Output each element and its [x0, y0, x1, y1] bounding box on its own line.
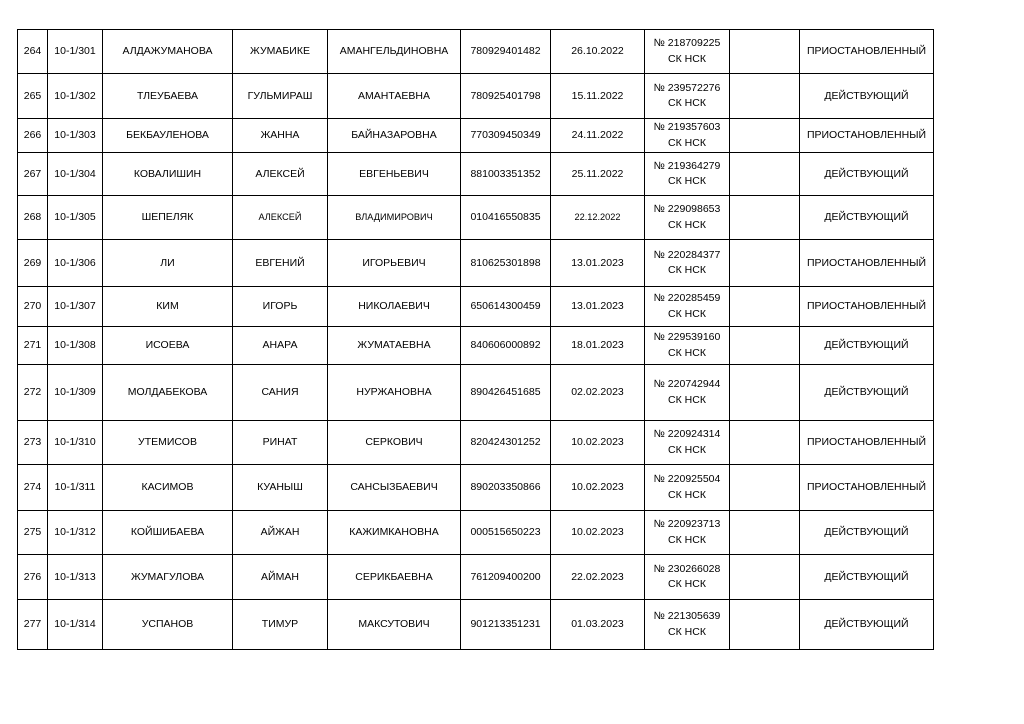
row-number-cell: 277 — [18, 600, 48, 650]
certificate-number: № 219364279 — [653, 159, 721, 172]
first-name-cell: КУАНЫШ — [233, 465, 328, 511]
certificate-cell — [645, 119, 730, 153]
table-row — [18, 600, 934, 650]
certificate-issuer: СК НСК — [668, 52, 706, 65]
empty-cell — [730, 287, 800, 327]
certificate-number: № 220924314 — [653, 428, 721, 441]
certificate-issuer: СК НСК — [668, 307, 706, 320]
certificate-number: № 229098653 — [653, 203, 721, 216]
first-name-cell: АЙМАН — [233, 555, 328, 600]
certificate-issuer: СК НСК — [668, 578, 706, 590]
patronymic-cell: БАЙНАЗАРОВНА — [328, 119, 461, 153]
iin-cell: 000515650223 — [461, 511, 551, 555]
empty-cell — [730, 153, 800, 196]
certificate-issuer: СК НСК — [668, 625, 706, 638]
date-cell: 10.02.2023 — [551, 421, 645, 465]
registration-number-cell: 10-1/307 — [48, 287, 103, 327]
patronymic-cell: АМАНГЕЛЬДИНОВНА — [328, 30, 461, 74]
status-cell: ПРИОСТАНОВЛЕННЫЙ — [800, 465, 934, 511]
registration-number-cell: 10-1/311 — [48, 465, 103, 511]
table-row — [18, 287, 934, 327]
table-row — [18, 555, 934, 600]
table-row — [18, 240, 934, 287]
date-cell: 13.01.2023 — [551, 287, 645, 327]
date-cell: 25.11.2022 — [551, 153, 645, 196]
empty-cell — [730, 421, 800, 465]
table-row — [18, 153, 934, 196]
iin-cell: 890203350866 — [461, 465, 551, 511]
certificate-cell — [645, 327, 730, 365]
status-cell: ПРИОСТАНОВЛЕННЫЙ — [800, 119, 934, 153]
table-row — [18, 119, 934, 153]
last-name-cell: МОЛДАБЕКОВА — [103, 365, 233, 421]
first-name-cell: ЕВГЕНИЙ — [233, 240, 328, 287]
certificate-cell — [645, 153, 730, 196]
iin-cell: 780925401798 — [461, 74, 551, 119]
iin-cell: 650614300459 — [461, 287, 551, 327]
certificate-cell — [645, 511, 730, 555]
certificate-cell — [645, 30, 730, 74]
certificate-number: № 221305639 — [653, 610, 721, 623]
empty-cell — [730, 196, 800, 240]
certificate-number: № 220925504 — [653, 473, 721, 486]
patronymic-cell: НИКОЛАЕВИЧ — [328, 287, 461, 327]
row-number-cell: 276 — [18, 555, 48, 600]
certificate-cell — [645, 196, 730, 240]
registration-number-cell: 10-1/313 — [48, 555, 103, 600]
table-row — [18, 30, 934, 74]
table-row — [18, 196, 934, 240]
empty-cell — [730, 30, 800, 74]
table-row — [18, 327, 934, 365]
certificate-issuer: СК НСК — [668, 488, 706, 501]
first-name-cell: ИГОРЬ — [233, 287, 328, 327]
empty-cell — [730, 365, 800, 421]
first-name-cell: ГУЛЬМИРАШ — [233, 74, 328, 119]
table-row — [18, 465, 934, 511]
empty-cell — [730, 511, 800, 555]
certificate-cell — [645, 287, 730, 327]
certificate-issuer: СК НСК — [668, 264, 706, 276]
first-name-cell: ЖАННА — [233, 119, 328, 153]
registration-number-cell: 10-1/306 — [48, 240, 103, 287]
row-number-cell: 269 — [18, 240, 48, 287]
certificate-number: № 239572276 — [653, 81, 721, 94]
empty-cell — [730, 327, 800, 365]
registration-number-cell: 10-1/302 — [48, 74, 103, 119]
status-cell: ПРИОСТАНОВЛЕННЫЙ — [800, 30, 934, 74]
status-cell: ДЕЙСТВУЮЩИЙ — [800, 555, 934, 600]
certificate-cell — [645, 365, 730, 421]
iin-cell: 820424301252 — [461, 421, 551, 465]
patronymic-cell: СЕРКОВИЧ — [328, 421, 461, 465]
iin-cell: 010416550835 — [461, 196, 551, 240]
empty-cell — [730, 600, 800, 650]
last-name-cell: КИМ — [103, 287, 233, 327]
last-name-cell: ШЕПЕЛЯК — [103, 196, 233, 240]
patronymic-cell: АМАНТАЕВНА — [328, 74, 461, 119]
certificate-cell — [645, 240, 730, 287]
status-cell: ДЕЙСТВУЮЩИЙ — [800, 365, 934, 421]
first-name-cell: ЖУМАБИКЕ — [233, 30, 328, 74]
date-cell: 24.11.2022 — [551, 119, 645, 153]
date-cell: 15.11.2022 — [551, 74, 645, 119]
registration-number-cell: 10-1/301 — [48, 30, 103, 74]
row-number-cell: 265 — [18, 74, 48, 119]
certificate-number: № 220923713 — [653, 518, 721, 531]
date-cell: 18.01.2023 — [551, 327, 645, 365]
certificate-issuer: СК НСК — [668, 97, 706, 109]
certificate-number: № 230266028 — [653, 562, 721, 575]
row-number-cell: 270 — [18, 287, 48, 327]
last-name-cell: КАСИМОВ — [103, 465, 233, 511]
last-name-cell: УТЕМИСОВ — [103, 421, 233, 465]
registration-number-cell: 10-1/305 — [48, 196, 103, 240]
registration-number-cell: 10-1/303 — [48, 119, 103, 153]
table-row — [18, 421, 934, 465]
status-cell: ПРИОСТАНОВЛЕННЫЙ — [800, 240, 934, 287]
first-name-cell: САНИЯ — [233, 365, 328, 421]
patronymic-cell: КАЖИМКАНОВНА — [328, 511, 461, 555]
registration-number-cell: 10-1/308 — [48, 327, 103, 365]
iin-cell: 881003351352 — [461, 153, 551, 196]
row-number-cell: 271 — [18, 327, 48, 365]
patronymic-cell: САНСЫЗБАЕВИЧ — [328, 465, 461, 511]
first-name-cell: РИНАТ — [233, 421, 328, 465]
certificate-number: № 220742944 — [653, 378, 721, 391]
registration-number-cell: 10-1/312 — [48, 511, 103, 555]
iin-cell: 890426451685 — [461, 365, 551, 421]
certificate-number: № 220284377 — [653, 248, 721, 261]
date-cell: 26.10.2022 — [551, 30, 645, 74]
registration-number-cell: 10-1/310 — [48, 421, 103, 465]
last-name-cell: БЕКБАУЛЕНОВА — [103, 119, 233, 153]
status-cell: ДЕЙСТВУЮЩИЙ — [800, 327, 934, 365]
first-name-cell: ТИМУР — [233, 600, 328, 650]
date-cell: 02.02.2023 — [551, 365, 645, 421]
empty-cell — [730, 465, 800, 511]
status-cell: ДЕЙСТВУЮЩИЙ — [800, 196, 934, 240]
certificate-issuer: СК НСК — [668, 175, 706, 187]
iin-cell: 810625301898 — [461, 240, 551, 287]
patronymic-cell: МАКСУТОВИЧ — [328, 600, 461, 650]
certificate-issuer: СК НСК — [668, 443, 706, 456]
certificate-cell — [645, 465, 730, 511]
patronymic-cell: ИГОРЬЕВИЧ — [328, 240, 461, 287]
certificate-number: № 220285459 — [653, 292, 721, 305]
first-name-cell: АЛЕКСЕЙ — [233, 196, 328, 240]
certificate-cell — [645, 421, 730, 465]
certificate-number: № 218709225 — [653, 37, 721, 50]
patronymic-cell: ВЛАДИМИРОВИЧ — [328, 196, 461, 240]
table-body — [18, 30, 934, 650]
row-number-cell: 273 — [18, 421, 48, 465]
date-cell: 22.12.2022 — [551, 196, 645, 240]
registration-number-cell: 10-1/314 — [48, 600, 103, 650]
last-name-cell: УСПАНОВ — [103, 600, 233, 650]
patronymic-cell: СЕРИКБАЕВНА — [328, 555, 461, 600]
table-row — [18, 511, 934, 555]
last-name-cell: ЖУМАГУЛОВА — [103, 555, 233, 600]
certificate-number: № 229539160 — [653, 331, 721, 344]
row-number-cell: 266 — [18, 119, 48, 153]
patronymic-cell: ЕВГЕНЬЕВИЧ — [328, 153, 461, 196]
iin-cell: 761209400200 — [461, 555, 551, 600]
certificate-issuer: СК НСК — [668, 533, 706, 546]
row-number-cell: 267 — [18, 153, 48, 196]
registration-number-cell: 10-1/309 — [48, 365, 103, 421]
iin-cell: 901213351231 — [461, 600, 551, 650]
empty-cell — [730, 555, 800, 600]
last-name-cell: ТЛЕУБАЕВА — [103, 74, 233, 119]
date-cell: 10.02.2023 — [551, 511, 645, 555]
last-name-cell: КОЙШИБАЕВА — [103, 511, 233, 555]
iin-cell: 770309450349 — [461, 119, 551, 153]
status-cell: ПРИОСТАНОВЛЕННЫЙ — [800, 287, 934, 327]
row-number-cell: 268 — [18, 196, 48, 240]
date-cell: 22.02.2023 — [551, 555, 645, 600]
status-cell: ДЕЙСТВУЮЩИЙ — [800, 511, 934, 555]
certificate-number: № 219357603 — [653, 121, 721, 134]
registry-table — [17, 29, 934, 650]
row-number-cell: 264 — [18, 30, 48, 74]
first-name-cell: АЛЕКСЕЙ — [233, 153, 328, 196]
status-cell: ДЕЙСТВУЮЩИЙ — [800, 74, 934, 119]
empty-cell — [730, 119, 800, 153]
empty-cell — [730, 74, 800, 119]
certificate-cell — [645, 555, 730, 600]
date-cell: 01.03.2023 — [551, 600, 645, 650]
certificate-cell — [645, 600, 730, 650]
first-name-cell: АЙЖАН — [233, 511, 328, 555]
empty-cell — [730, 240, 800, 287]
last-name-cell: КОВАЛИШИН — [103, 153, 233, 196]
certificate-issuer: СК НСК — [668, 393, 706, 406]
certificate-issuer: СК НСК — [668, 136, 706, 149]
status-cell: ДЕЙСТВУЮЩИЙ — [800, 153, 934, 196]
date-cell: 10.02.2023 — [551, 465, 645, 511]
status-cell: ДЕЙСТВУЮЩИЙ — [800, 600, 934, 650]
status-cell: ПРИОСТАНОВЛЕННЫЙ — [800, 421, 934, 465]
last-name-cell: АЛДАЖУМАНОВА — [103, 30, 233, 74]
certificate-cell — [645, 74, 730, 119]
registration-number-cell: 10-1/304 — [48, 153, 103, 196]
last-name-cell: ЛИ — [103, 240, 233, 287]
iin-cell: 780929401482 — [461, 30, 551, 74]
certificate-issuer: СК НСК — [668, 218, 706, 231]
patronymic-cell: НУРЖАНОВНА — [328, 365, 461, 421]
certificate-issuer: СК НСК — [668, 346, 706, 359]
row-number-cell: 274 — [18, 465, 48, 511]
first-name-cell: АНАРА — [233, 327, 328, 365]
patronymic-cell: ЖУМАТАЕВНА — [328, 327, 461, 365]
row-number-cell: 272 — [18, 365, 48, 421]
row-number-cell: 275 — [18, 511, 48, 555]
date-cell: 13.01.2023 — [551, 240, 645, 287]
last-name-cell: ИСОЕВА — [103, 327, 233, 365]
table-row — [18, 74, 934, 119]
iin-cell: 840606000892 — [461, 327, 551, 365]
table-row — [18, 365, 934, 421]
